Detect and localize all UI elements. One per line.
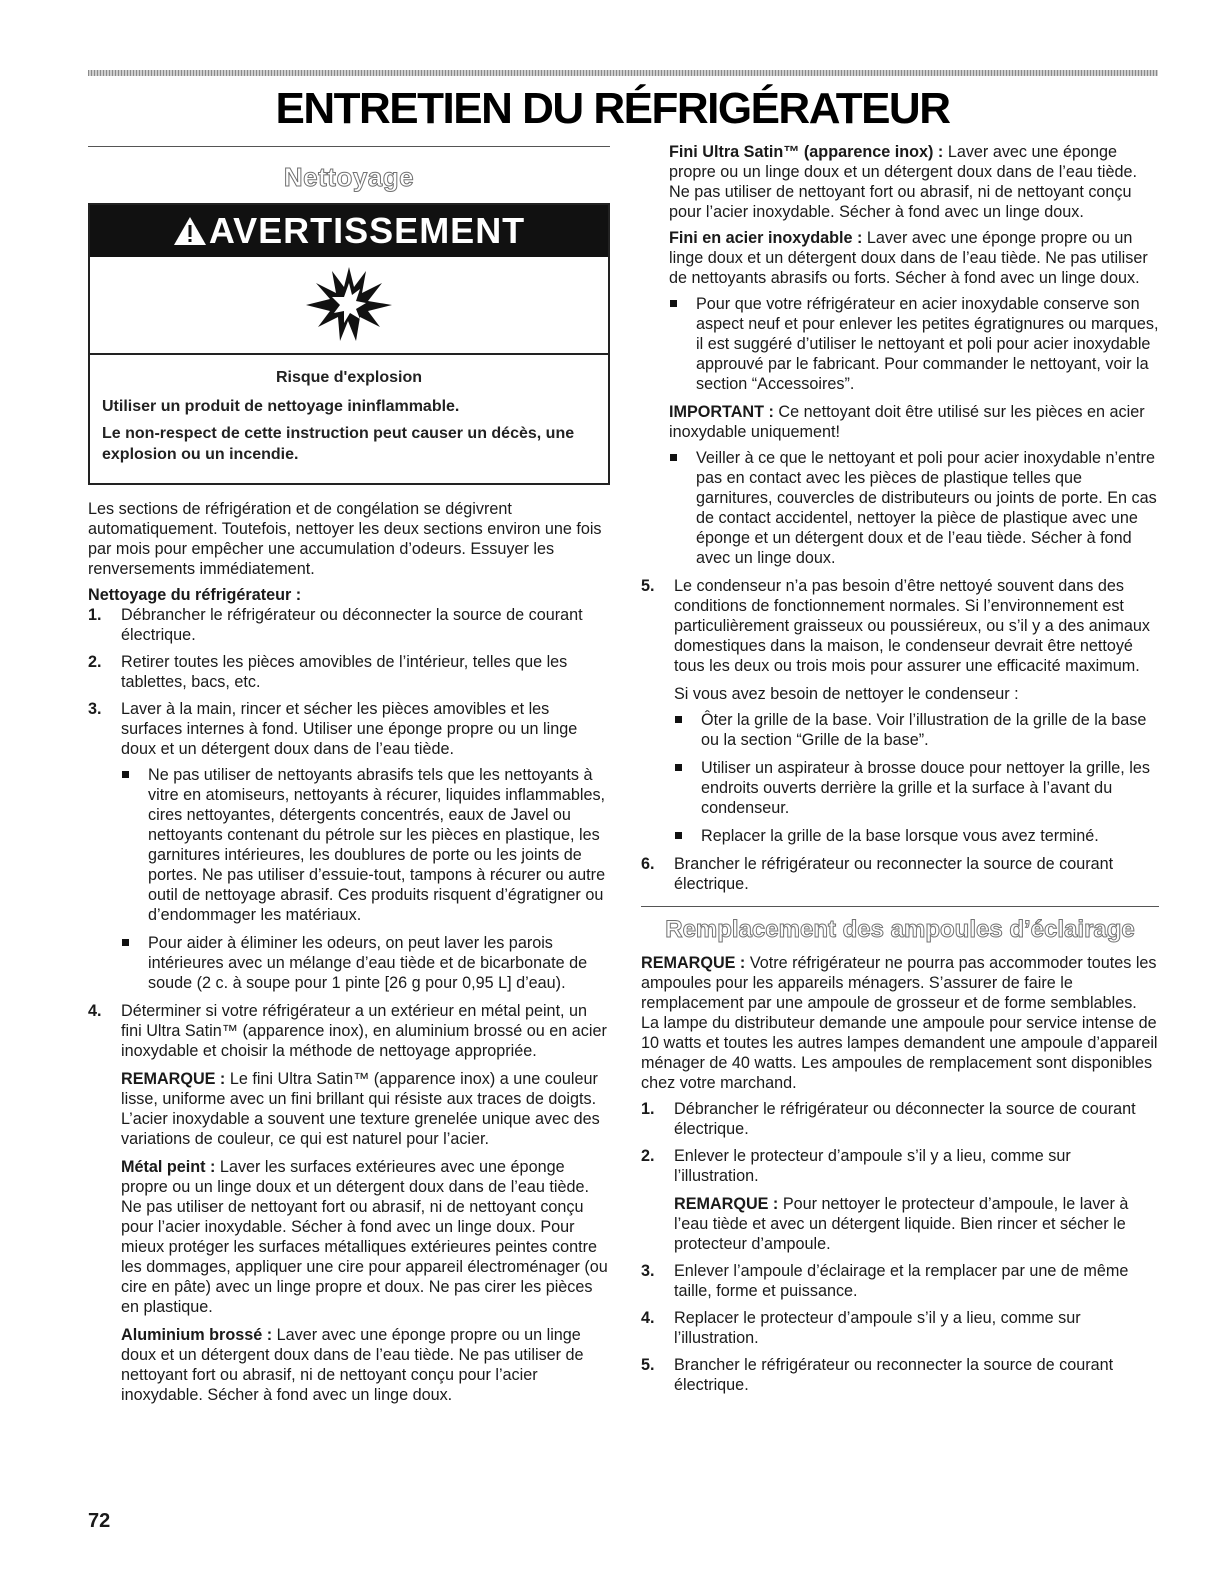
section-rule xyxy=(88,146,610,147)
warning-triangle-icon xyxy=(173,216,207,246)
list-item: 4. Replacer le protecteur d’ampoule s’il y a lieu, comme sur l’illustration. xyxy=(641,1309,1081,1347)
cleaning-heading: Nettoyage xyxy=(283,162,415,192)
stainless-bullets xyxy=(669,294,1159,394)
list-item: 2. Enlever le protecteur d’ampoule s’il y a lieu, comme sur l’illustration. REMARQUE : Pour nettoyer le protecteur d’ampoule, le laver à l’eau tiède et avec un détergent liquide. Bien rincer et sécher le protecteur d’ampoule. xyxy=(641,1146,1159,1254)
cleaning-steps xyxy=(88,605,610,1405)
list-item: Ôter la grille de la base. Voir l’illustration de la grille de la base ou la section “Grille de la base”. xyxy=(674,710,1159,750)
painted-metal: Métal peint : Laver les surfaces extérieures avec une éponge propre ou un linge doux et un détergent doux dans de l’eau tiède. Ne pas utiliser de nettoyant fort ou abrasif, ni de nettoyant conçu pour l’acier inoxydable. Sécher à fond avec un linge doux. Pour mieux protéger les surfaces métalliques extérieures peintes contre les dommages, appliquer une cire pour appareil électroménager (ou cire en pâte) avec un linge propre et doux. Ne pas cirer les pièces en plastique. xyxy=(121,1158,608,1316)
cleaning-intro: Les sections de réfrigération et de congélation se dégivrent automatiquement. Toutefois, nettoyer les deux sections environ une fois par mois pour empêcher une accumulation d’odeurs. Essuyer les renversements immédiatement. xyxy=(88,500,602,578)
warning-line-1: Utiliser un produit de nettoyage ininflammable. xyxy=(102,398,460,415)
stainless-steel: Fini en acier inoxydable : Laver avec une éponge propre ou un linge doux et un détergent doux dans de l’eau tiède. Ne pas utiliser de nettoyants abrasifs ou forts. Sécher à fond avec un linge doux. xyxy=(669,229,1148,287)
warning-risk: Risque d'explosion xyxy=(275,369,423,386)
warning-body xyxy=(90,355,608,483)
list-item: 5. Le condenseur n’a pas besoin d’être nettoyé souvent dans des conditions de fonctionnement normales. Si l’environnement est particulièrement graisseux ou poussiéreux, ou s’il y a des animaux domestiques dans la maison, le condenseur devrait être nettoyé tous les deux ou trois mois pour assurer une efficacité maximum. Si vous avez besoin de nettoyer le condenseur : Ôter la grille de la base. Voir l’illustration de la grille de la base ou la section “Grille de la base”. Utiliser un aspirateur à brosse douce pour nettoyer la grille, les endroits ouverts derrière la grille et la surface à l’avant du condenseur. Replacer la grille de la base lorsque vous avez terminé. xyxy=(641,576,1159,846)
list-item: 2. Retirer toutes les pièces amovibles de l’intérieur, telles que les tablettes, bacs, etc. xyxy=(88,653,568,691)
bulbs-heading: Remplacement des ampoules d’éclairage xyxy=(665,916,1135,943)
cleaning-subheading: Nettoyage du réfrigérateur : xyxy=(88,586,302,604)
step3-bullets xyxy=(121,765,610,993)
warning-box xyxy=(88,203,610,485)
bullet-icon xyxy=(670,300,677,307)
important-bullets xyxy=(669,448,1159,568)
list-item: Utiliser un aspirateur à brosse douce pour nettoyer la grille, les endroits ouverts derrière la grille et la surface à l’avant du condenseur. xyxy=(674,758,1159,818)
warning-line-2: Le non-respect de cette instruction peut causer un décès, une explosion ou un incendie. xyxy=(102,425,575,463)
list-item: 6. Brancher le réfrigérateur ou reconnecter la source de courant électrique. xyxy=(641,855,1114,893)
list-item: Veiller à ce que le nettoyant et poli pour acier inoxydable n’entre pas en contact avec les pièces de plastique telles que garnitures, couvercles de distributeurs ou joints de porte. En cas de contact accidentel, nettoyer la pièce de plastique avec une éponge et un détergent doux et de l’eau tiède. Sécher à fond avec un linge doux. xyxy=(669,448,1159,568)
bullet-icon xyxy=(122,771,129,778)
bullet-icon xyxy=(675,832,682,839)
bulbs-section xyxy=(641,953,1159,1395)
list-item: 1. Débrancher le réfrigérateur ou déconnecter la source de courant électrique. xyxy=(88,606,583,644)
left-column xyxy=(88,146,610,1412)
bullet-icon xyxy=(675,764,682,771)
finish-remark: REMARQUE : Le fini Ultra Satin™ (apparence inox) a une couleur lisse, uniforme avec un fini brillant qui résiste aux traces de doigts. L’acier inoxydable a souvent une texture grenelée unique avec des variations de couleur, ce qui est naturel pour l’acier. xyxy=(121,1070,600,1148)
list-item: 4. Déterminer si votre réfrigérateur a un extérieur en métal peint, un fini Ultra Satin™ (apparence inox), en aluminium brossé ou en acier inoxydable et choisir la méthode de nettoyage appropriée. REMARQUE : Le fini Ultra Satin™ (apparence inox) a une couleur lisse, uniforme avec un fini brillant qui résiste aux traces de doigts. L’acier inoxydable a souvent une texture grenelée unique avec des variations de couleur, ce qui est naturel pour l’acier. Métal peint : Laver les surfaces extérieures avec une éponge propre ou un linge doux et un détergent doux dans de l’eau tiède. Ne pas utiliser de nettoyant fort ou abrasif, ni de nettoyant conçu pour l’acier inoxydable. Sécher à fond avec un linge doux. Pour mieux protéger les surfaces métalliques extérieures peintes contre les dommages, appliquer une cire pour appareil électroménager (ou cire en pâte) avec un linge propre et doux. Ne pas cirer les pièces en plastique. Aluminium brossé : Laver avec une éponge propre ou un linge doux et un détergent doux dans de l’eau tiède. Ne pas utiliser de nettoyant fort ou abrasif, ni de nettoyant conçu pour l’acier inoxydable. Sécher à fond avec un linge doux. xyxy=(88,1001,610,1405)
brushed-aluminum: Aluminium brossé : Laver avec une éponge propre ou un linge doux et un détergent doux dans de l’eau tiède. Ne pas utiliser de nettoyant fort ou abrasif, ni de nettoyant conçu pour l’acier inoxydable. Sécher à fond avec un linge doux. xyxy=(121,1326,584,1404)
bullet-icon xyxy=(122,939,129,946)
page-number: 72 xyxy=(88,1510,111,1532)
list-item: 5. Brancher le réfrigérateur ou reconnecter la source de courant électrique. xyxy=(641,1356,1114,1394)
list-item: 3. Laver à la main, rincer et sécher les pièces amovibles et les surfaces internes à fond. Utiliser une éponge propre ou un linge doux et un détergent doux dans de l’eau tiède. Ne pas utiliser de nettoyants abrasifs tels que les nettoyants à vitre en atomiseurs, nettoyants à récurer, liquides inflammables, cires nettoyantes, détergents concentrés, eaux de Javel ou nettoyants contenant du pétrole sur les pièces en plastique, les garnitures intérieures, les doublures de porte ou les joints de portes. Ne pas utiliser d’essuie-tout, tampons à récurer ou autre outil de nettoyage abrasif. Ces produits risquent d’égratigner ou d’endommager les matériaux. Pour aider à éliminer les odeurs, on peut laver les parois intérieures avec un mélange d’eau tiède et de bicarbonate de soude (2 c. à soupe pour 1 pinte [26 g pour 0,95 L] d’eau). xyxy=(88,699,610,993)
bulbs-steps xyxy=(641,1099,1159,1395)
section-rule xyxy=(641,906,1159,907)
bulbs-remark: REMARQUE : Votre réfrigérateur ne pourra pas accommoder toutes les ampoules pour les appareils ménagers. S’assurer de faire le remplacement par une ampoule de grosseur et de forme semblables. La lampe du distributeur demande une ampoule pour service intense de 10 watts et toutes les autres lampes demandent une ampoule d’appareil ménager de 40 watts. Les ampoules de remplacement sont disponibles chez votre marchand. xyxy=(641,954,1158,1092)
list-item: Ne pas utiliser de nettoyants abrasifs tels que les nettoyants à vitre en atomiseurs, nettoyants à récurer, liquides inflammables, cires nettoyantes, détergents concentrés, eaux de Javel ou nettoyants contenant du pétrole sur les pièces en plastique, les garnitures intérieures, les doublures de porte ou les joints de portes. Ne pas utiliser d’essuie-tout, tampons à récurer ou autre outil de nettoyage abrasif. Ces produits risquent d’égratigner ou d’endommager les matériaux. xyxy=(121,765,610,925)
condenser-steps xyxy=(641,576,1159,894)
right-column xyxy=(641,142,1159,1402)
condenser-bullets xyxy=(674,710,1159,846)
bulb-cover-remark: REMARQUE : Pour nettoyer le protecteur d’ampoule, le laver à l’eau tiède et avec un détergent liquide. Bien rincer et sécher le protecteur d’ampoule. xyxy=(674,1195,1129,1253)
warning-header-text: AVERTISSEMENT xyxy=(208,210,526,251)
bullet-icon xyxy=(675,716,682,723)
warning-header xyxy=(90,205,608,257)
list-item: Pour que votre réfrigérateur en acier inoxydable conserve son aspect neuf et pour enlever les petites égratignures ou marques, il est suggéré d’utiliser le nettoyant et poli pour acier inoxydable approuvé par le fabricant. Pour commander le nettoyant, voir la section “Accessoires”. xyxy=(669,294,1159,394)
top-pattern-band xyxy=(88,70,1158,76)
list-item: Pour aider à éliminer les odeurs, on peut laver les parois intérieures avec un mélange d’eau tiède et de bicarbonate de soude (2 c. à soupe pour 1 pinte [26 g pour 0,95 L] d’eau). xyxy=(121,933,610,993)
bullet-icon xyxy=(670,454,677,461)
list-item: Replacer la grille de la base lorsque vous avez terminé. xyxy=(674,826,1159,846)
ultra-satin: Fini Ultra Satin™ (apparence inox) : Laver avec une éponge propre ou un linge doux et un détergent doux dans de l’eau tiède. Ne pas utiliser de nettoyant fort ou abrasif, ni de nettoyant conçu pour l’acier inoxydable. Sécher à fond avec un linge doux. xyxy=(669,143,1137,221)
explosion-icon xyxy=(90,257,608,355)
important-note: IMPORTANT : Ce nettoyant doit être utilisé sur les pièces en acier inoxydable uniquement! xyxy=(669,403,1145,441)
page-title: ENTRETIEN DU RÉFRIGÉRATEUR xyxy=(275,84,950,133)
list-item: 3. Enlever l’ampoule d’éclairage et la remplacer par une de même taille, forme et puissance. xyxy=(641,1262,1129,1300)
condenser-sub: Si vous avez besoin de nettoyer le condenseur : xyxy=(674,685,1019,703)
list-item: 1. Débrancher le réfrigérateur ou déconnecter la source de courant électrique. xyxy=(641,1100,1136,1138)
